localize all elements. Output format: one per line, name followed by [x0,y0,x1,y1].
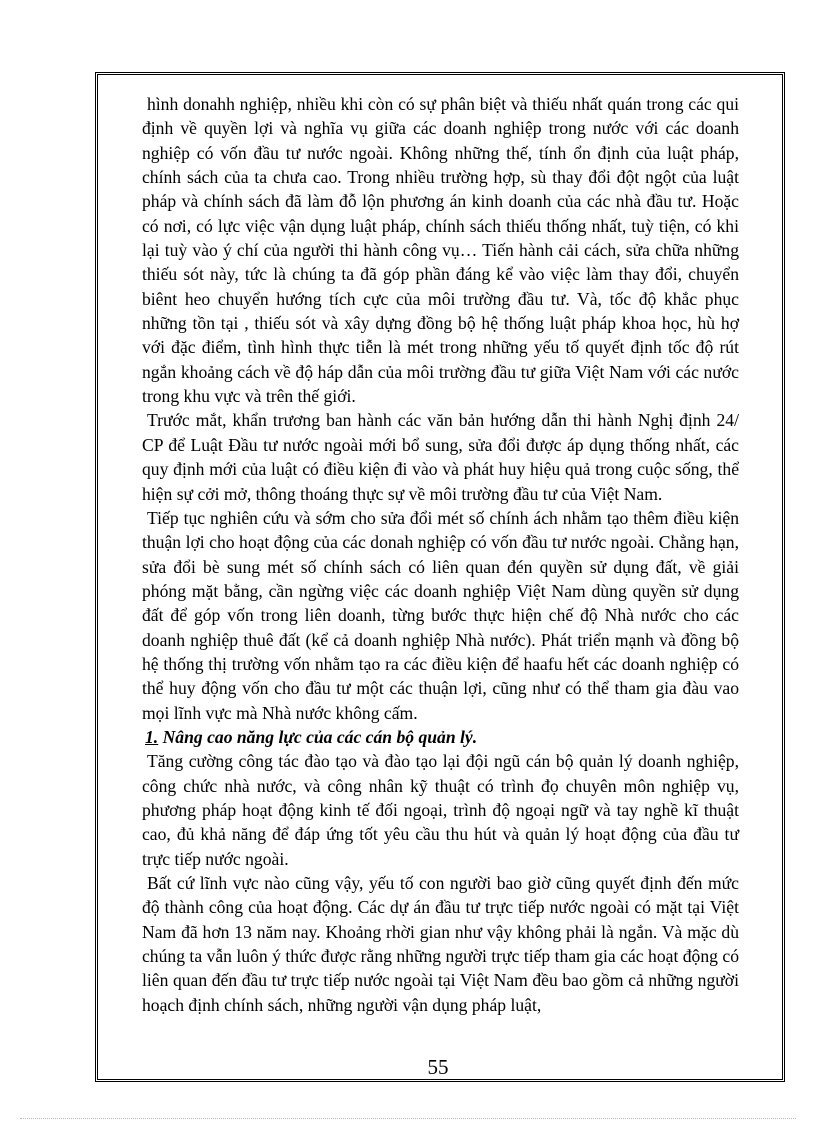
paragraph-4: Tăng cường công tác đào tạo và đào tạo lại đội ngũ cán bộ quản lý doanh nghiệp, công chức nhà nước, và công nhân kỹ thuật có trình đọ chuyên môn nghiệp vụ, phương pháp hoạt động kinh tế đối ngoại, trình độ ngoại ngữ và tay nghề kĩ thuật cao, đủ khả năng để đáp ứng tốt yêu cầu thu hút và quản lý hoạt động của đầu tư trực tiếp nước ngoài. [142,751,739,869]
section-heading-text: Nâng cao năng lực của các cán bộ quản lý. [158,726,478,747]
section-heading [142,725,739,749]
page-number: 55 [427,1055,449,1079]
section-heading-number: 1. [145,726,159,747]
paragraph-3: Tiếp tục nghiên cứu và sớm cho sửa đổi mét số chính ách nhằm tạo thêm điều kiện thuận lợi cho hoạt động của các donah nghiệp có vốn đầu tư nước ngoài. Chẳng hạn, sửa đổi bè sung mét số chính sách có liên quan đén quyền sử dụng đất, về giải phóng mặt bằng, cần ngừng việc các doanh nghiệp Việt Nam dùng quyền sử dụng đất để góp vốn trong liên doanh, từng bước thực hiện chế độ Nhà nước cho các doanh nghiệp thuê đất (kể cả doanh nghiệp Nhà nước). Phát triển mạnh và đồng bộ hệ thống thị trường vốn nhằm tạo ra các điều kiện để haafu hết các doanh nghiệp có thể huy động vốn cho đầu tư một các thuận lợi, cũng như có thể tham gia đàu vao mọi lĩnh vực mà Nhà nước không cấm. [142,507,739,723]
paragraph-5: Bất cứ lĩnh vực nào cũng vậy, yếu tố con người bao giờ cũng quyết định đến mức độ thành công của hoạt động. Các dự án đầu tư trực tiếp nước ngoài có mặt tại Việt Nam đã hơn 13 năm nay. Khoảng rhời gian như vậy không phải là ngắn. Và mặc dù chúng ta vẫn luôn ý thức được rằng những người trực tiếp tham gia các hoạt động có liên quan đến đầu tư trực tiếp nước ngoài tại Việt Nam đều bao gồm cả những người hoạch định chính sách, những người vận dụng pháp luật, [142,873,739,1015]
paragraph-2: Trước mắt, khẩn trương ban hành các văn bản hướng dẫn thi hành Nghị định 24/ CP để Luật Đầu tư nước ngoài mới bổ sung, sửa đổi được áp dụng thống nhất, các quy định mới của luật có điều kiện đi vào và phát huy hiệu quả trong cuộc sống, thể hiện sự cởi mở, thông thoáng thực sự về môi trường đầu tư của Việt Nam. [142,410,739,504]
body-text [142,92,739,1017]
bottom-divider [20,1118,796,1119]
paragraph-1: hình donahh nghiệp, nhiều khi còn có sự phân biệt và thiếu nhất quán trong các qui định về quyền lợi và nghĩa vụ giữa các doanh nghiệp trong nước với các doanh nghiệp có vốn đầu tư nước ngoài. Không những thế, tính ổn định của luật pháp, chính sách của ta chưa cao. Trong nhiều trường hợp, sù thay đổi đột ngột của luật pháp và chính sách đã làm đỗ lộn phương án kinh doanh của các nhà đầu tư. Hoặc có nơi, có lực việc vận dụng luật pháp, chính sách thiếu thống nhất, tuỳ tiện, có khi lại tuỳ vào ý chí của người thi hành công vụ… Tiến hành cải cách, sửa chữa những thiếu sót này, tức là chúng ta đã góp phần đáng kể vào việc làm thay đổi, chuyển biênt heo chuyển hướng tích cực của môi trường đầu tư. Và, tốc độ khắc phục những tồn tại , thiếu sót và xây dựng đồng bộ hệ thống luật pháp khoa học, hù hợ với đặc điểm, tình hình thực tiễn là mét trong những yếu tố quyết định tốc độ rút ngắn khoảng cách về độ háp dẫn của môi trường đầu tư giữa Việt Nam với các nước trong khu vực và trên thế giới. [142,94,739,407]
